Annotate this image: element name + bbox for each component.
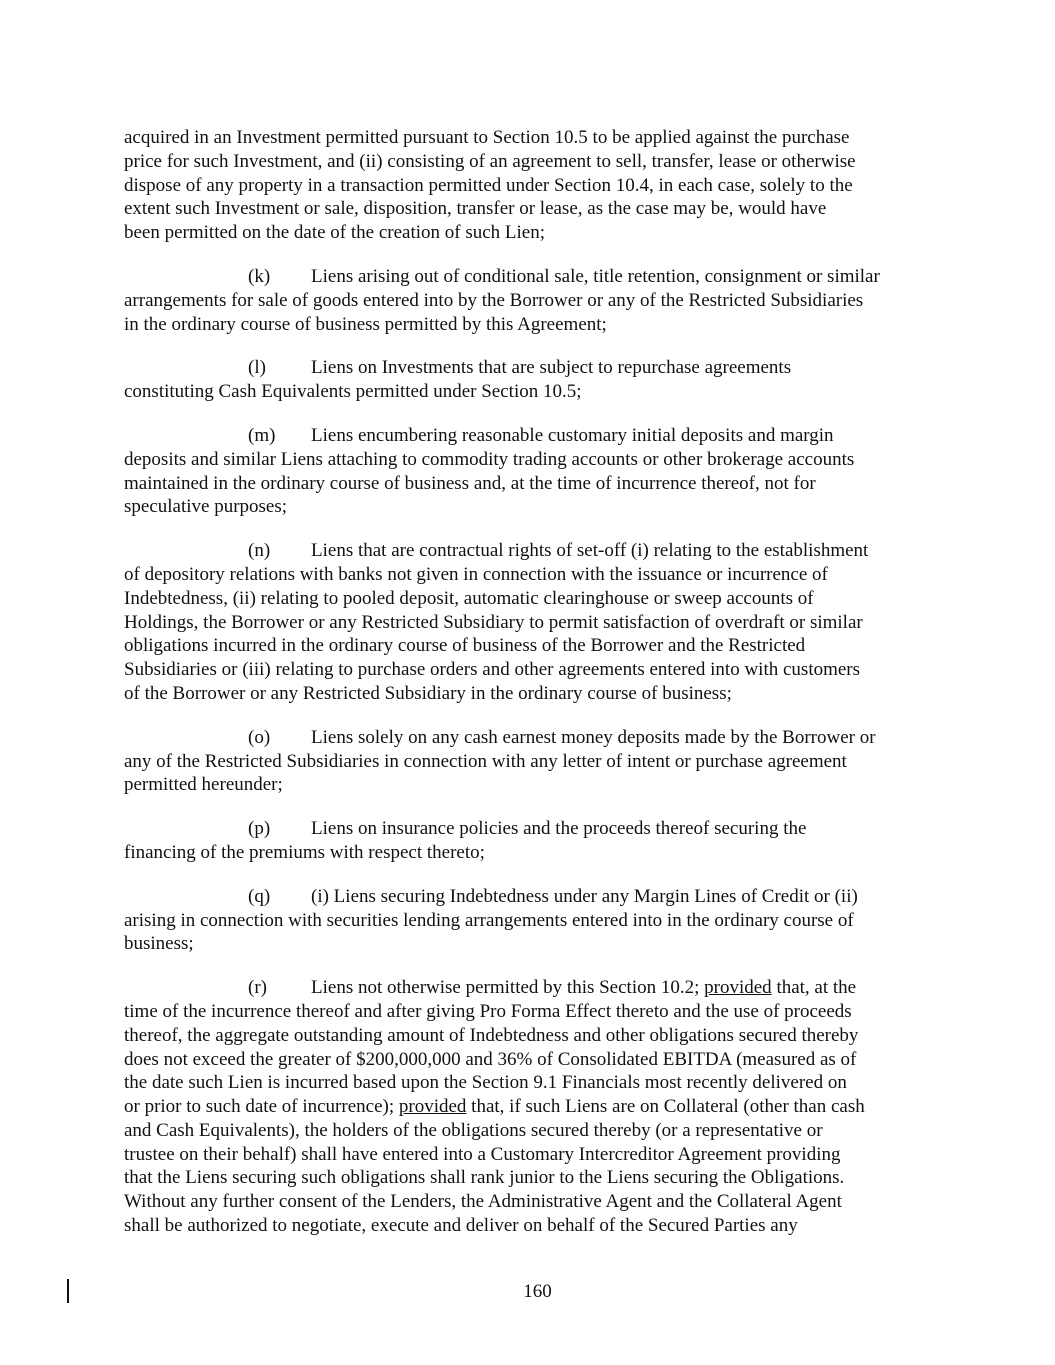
line-text: arrangements for sale of goods entered into by the Borrower or any of the Restricted Subsidiaries (124, 289, 864, 311)
paragraph (124, 265, 944, 336)
line-text: (i) Liens securing Indebtedness under any Margin Lines of Credit or (ii) (311, 885, 858, 907)
line-text: Without any further consent of the Lenders, the Administrative Agent and the Collateral Agent (124, 1191, 842, 1213)
line-text: or prior to such date of incurrence); (124, 1096, 399, 1118)
line-text: maintained in the ordinary course of business and, at the time of incurrence thereof, not for (124, 472, 816, 494)
text-line (124, 1095, 944, 1119)
text-line (124, 424, 944, 448)
text-line (124, 380, 944, 404)
text-line (124, 313, 944, 337)
text-line (124, 817, 944, 841)
line-text: that, if such Liens are on Collateral (other than cash (466, 1096, 865, 1118)
text-line (124, 1143, 944, 1167)
line-text: Liens on insurance policies and the proceeds thereof securing the (311, 818, 807, 840)
text-line (124, 495, 944, 519)
paragraph (124, 976, 944, 1238)
line-text: deposits and similar Liens attaching to commodity trading accounts or other brokerage accounts (124, 448, 855, 470)
underlined-term: provided (704, 977, 772, 999)
clause-label: (n) (248, 540, 271, 562)
text-line (124, 1166, 944, 1190)
line-text: Liens that are contractual rights of set-off (i) relating to the establishment (311, 540, 869, 562)
line-text: Holdings, the Borrower or any Restricted Subsidiary to permit satisfaction of overdraft or similar (124, 611, 863, 633)
text-line (124, 587, 944, 611)
line-text: of the Borrower or any Restricted Subsidiary in the ordinary course of business; (124, 682, 732, 704)
line-text: Indebtedness, (ii) relating to pooled deposit, automatic clearinghouse or sweep accounts of (124, 587, 814, 609)
text-line (124, 1119, 944, 1143)
paragraph (124, 356, 944, 404)
text-line (124, 682, 944, 706)
line-text: permitted hereunder; (124, 774, 283, 796)
text-line (124, 289, 944, 313)
text-line (124, 611, 944, 635)
text-line (124, 976, 944, 1000)
text-line (124, 1000, 944, 1024)
text-line (124, 448, 944, 472)
text-line (124, 265, 944, 289)
text-line (124, 1024, 944, 1048)
text-line (124, 174, 944, 198)
text-line (124, 472, 944, 496)
clause-label: (r) (248, 977, 267, 999)
line-text: that the Liens securing such obligations shall rank junior to the Liens securing the Obligations. (124, 1167, 845, 1189)
line-text: been permitted on the date of the creation of such Lien; (124, 222, 546, 244)
line-text: financing of the premiums with respect thereto; (124, 841, 485, 863)
line-text: Liens solely on any cash earnest money deposits made by the Borrower or (311, 726, 876, 748)
text-line (124, 126, 944, 150)
line-text: Subsidiaries or (iii) relating to purchase orders and other agreements entered into with customers (124, 659, 861, 681)
line-text: trustee on their behalf) shall have entered into a Customary Intercreditor Agreement providing (124, 1143, 841, 1165)
line-text: that, at the (771, 977, 857, 999)
line-text: time of the incurrence thereof and after giving Pro Forma Effect thereto and the use of proceeds (124, 1000, 852, 1022)
text-line (124, 1071, 944, 1095)
clause-label: (q) (248, 885, 271, 907)
line-text: obligations incurred in the ordinary course of business of the Borrower and the Restricted (124, 635, 806, 657)
clause-label: (p) (248, 818, 271, 840)
paragraph (124, 126, 944, 245)
paragraph (124, 424, 944, 519)
text-line (124, 150, 944, 174)
line-text: dispose of any property in a transaction permitted under Section 10.4, in each case, solely to the (124, 174, 853, 196)
clause-label: (l) (248, 357, 266, 379)
line-text: speculative purposes; (124, 496, 288, 518)
text-line (124, 726, 944, 750)
paragraph (124, 817, 944, 865)
line-text: does not exceed the greater of $200,000,000 and 36% of Consolidated EBITDA (measured as of (124, 1048, 857, 1070)
line-text: any of the Restricted Subsidiaries in connection with any letter of intent or purchase agreement (124, 750, 847, 772)
line-text: Liens encumbering reasonable customary initial deposits and margin (311, 424, 834, 446)
document-body (124, 126, 944, 1258)
text-line (124, 909, 944, 933)
page-number: 160 (523, 1281, 552, 1302)
line-text: the date such Lien is incurred based upon the Section 9.1 Financials most recently delivered on (124, 1072, 847, 1094)
text-line (124, 1048, 944, 1072)
text-line (124, 1190, 944, 1214)
text-line (124, 563, 944, 587)
line-text: business; (124, 933, 194, 955)
line-text: of depository relations with banks not given in connection with the issuance or incurrence of (124, 563, 828, 585)
line-text: extent such Investment or sale, disposition, transfer or lease, as the case may be, would have (124, 198, 827, 220)
text-line (124, 773, 944, 797)
text-line (124, 658, 944, 682)
line-text: Liens on Investments that are subject to repurchase agreements (311, 357, 792, 379)
line-text: thereof, the aggregate outstanding amount of Indebtedness and other obligations secured thereby (124, 1024, 859, 1046)
line-text: in the ordinary course of business permitted by this Agreement; (124, 313, 607, 335)
line-text: Liens arising out of conditional sale, title retention, consignment or similar (311, 265, 880, 287)
text-line (124, 539, 944, 563)
text-line (124, 932, 944, 956)
line-text: acquired in an Investment permitted pursuant to Section 10.5 to be applied against the purchase (124, 127, 850, 148)
text-line (124, 634, 944, 658)
text-line (124, 197, 944, 221)
text-line (124, 841, 944, 865)
clause-label: (k) (248, 265, 271, 287)
line-text: constituting Cash Equivalents permitted under Section 10.5; (124, 381, 582, 403)
underlined-term: provided (398, 1096, 467, 1118)
clause-label: (o) (248, 726, 271, 748)
text-line (124, 750, 944, 774)
text-line (124, 885, 944, 909)
clause-label: (m) (248, 424, 276, 446)
paragraph (124, 539, 944, 706)
paragraph (124, 885, 944, 956)
paragraph (124, 726, 944, 797)
line-text: and Cash Equivalents), the holders of the obligations secured thereby (or a representative or (124, 1119, 823, 1141)
line-text: shall be authorized to negotiate, execute and deliver on behalf of the Secured Parties any (124, 1215, 798, 1237)
text-line (124, 221, 944, 245)
line-text: Liens not otherwise permitted by this Section 10.2; (311, 977, 705, 999)
text-line (124, 1214, 944, 1238)
line-text: arising in connection with securities lending arrangements entered into in the ordinary course of (124, 909, 854, 931)
line-text: price for such Investment, and (ii) consisting of an agreement to sell, transfer, lease or otherwise (124, 150, 856, 172)
text-line (124, 356, 944, 380)
